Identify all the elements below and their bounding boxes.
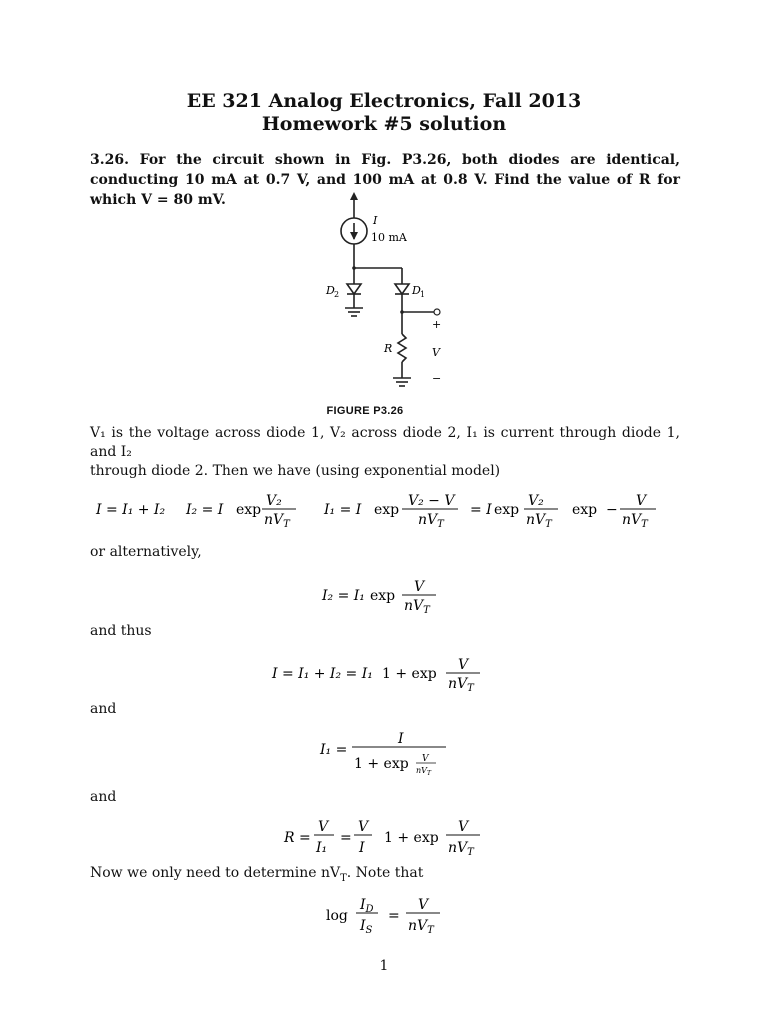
svg-text:1 + exp: 1 + exp bbox=[384, 830, 439, 846]
svg-text:nVT: $nV_T$ bbox=[448, 840, 474, 858]
svg-text:log: log bbox=[326, 908, 348, 924]
document-title bbox=[0, 90, 768, 136]
svg-text:exp: exp bbox=[370, 588, 396, 604]
svg-text:−: − bbox=[606, 502, 618, 518]
label-minus: − bbox=[432, 372, 442, 385]
svg-text:I: I bbox=[398, 731, 404, 747]
text-and-1: and bbox=[90, 701, 117, 717]
exp-label: exp bbox=[236, 502, 262, 518]
label-plus: + bbox=[432, 318, 442, 331]
svg-text:IS: $I_S$ bbox=[360, 918, 373, 936]
svg-text:I₂ = I₁: I₂ = I₁ bbox=[322, 588, 365, 604]
paragraph-line-1: V₁ is the voltage across diode 1, V₂ across diode 2, I₁ is current through diode 1, and I₂ bbox=[90, 425, 680, 460]
page-number: 1 bbox=[379, 958, 389, 974]
title-line-2: Homework #5 solution bbox=[261, 113, 507, 135]
figure-caption: FIGURE P3.26 bbox=[326, 405, 404, 417]
label-current: I bbox=[373, 214, 378, 227]
svg-text:V₂ − V: V₂ − V bbox=[408, 493, 455, 509]
label-d2: D bbox=[326, 284, 335, 297]
circuit-figure bbox=[318, 190, 448, 422]
svg-text:exp: exp bbox=[374, 502, 400, 518]
svg-text:exp: exp bbox=[572, 502, 598, 518]
svg-text:V₂: V₂ bbox=[266, 493, 282, 509]
text-and-thus: and thus bbox=[90, 623, 152, 639]
svg-text:V: V bbox=[318, 819, 329, 835]
svg-text:V: V bbox=[422, 754, 429, 764]
text-alternatively: or alternatively, bbox=[90, 544, 202, 560]
svg-text:I₁: I₁ bbox=[316, 840, 328, 856]
equation-i2 bbox=[300, 574, 460, 618]
label-d1: D bbox=[412, 284, 421, 297]
svg-text:I = I₁ + I₂ = I₁: I = I₁ + I₂ = I₁ bbox=[272, 666, 373, 682]
output-arrow-icon bbox=[350, 192, 358, 200]
svg-text:I₁ =: I₁ = bbox=[320, 742, 348, 758]
equation-total-current bbox=[260, 652, 510, 696]
label-d1-sub: 1 bbox=[420, 290, 426, 299]
output-terminal-icon bbox=[434, 309, 440, 315]
label-voltage: V bbox=[432, 346, 440, 359]
svg-text:= I: = I bbox=[470, 502, 492, 518]
diode-d1-icon bbox=[395, 284, 409, 294]
problem-statement: 3.26. For the circuit shown in Fig. P3.26, both diodes are identical, conducting 10 mA at 0.7 V, and 100 mA at 0.8 V. Find the value of R for which V = 80 mV. bbox=[90, 152, 680, 208]
svg-text:=: = bbox=[340, 830, 352, 846]
label-current-value: 10 mA bbox=[371, 231, 407, 244]
eq1-i1-lhs: I₁ = I bbox=[324, 502, 362, 518]
svg-text:nVT: $nV_T$ bbox=[526, 512, 552, 530]
svg-text:=: = bbox=[388, 908, 400, 924]
svg-text:1 + exp: 1 + exp bbox=[382, 666, 437, 682]
text-and-2: and bbox=[90, 789, 117, 805]
svg-text:nVT: $nV_T$ bbox=[416, 766, 431, 777]
label-resistor: R bbox=[384, 342, 393, 355]
svg-text:nVT: $nV_T$ bbox=[404, 598, 430, 616]
svg-text:exp: exp bbox=[494, 502, 520, 518]
svg-text:V: V bbox=[414, 579, 425, 595]
label-d2-sub: 2 bbox=[334, 290, 340, 299]
svg-text:V₂: V₂ bbox=[528, 493, 544, 509]
svg-text:V: V bbox=[358, 819, 369, 835]
svg-text:nVT: $nV_T$ bbox=[408, 918, 434, 936]
svg-text:V: V bbox=[418, 897, 429, 913]
svg-text:V: V bbox=[458, 657, 469, 673]
equation-i1 bbox=[310, 726, 460, 782]
eq1-i2-lhs: I₂ = I bbox=[186, 502, 224, 518]
eq1-sum: I = I₁ + I₂ bbox=[96, 502, 166, 518]
svg-text:R =: R = bbox=[284, 830, 311, 846]
equation-r bbox=[280, 814, 500, 862]
current-direction-icon bbox=[350, 232, 358, 240]
svg-text:nVT: $nV_T$ bbox=[418, 512, 444, 530]
equation-row-1 bbox=[90, 488, 680, 532]
svg-text:V: V bbox=[458, 819, 469, 835]
diode-d2-icon bbox=[347, 284, 361, 294]
equation-log bbox=[320, 892, 450, 940]
paragraph-definitions bbox=[90, 424, 680, 481]
svg-text:nVT: $nV_T$ bbox=[264, 512, 290, 530]
svg-text:nVT: $nV_T$ bbox=[622, 512, 648, 530]
paragraph-line-2: through diode 2. Then we have (using exponential model) bbox=[90, 463, 501, 479]
svg-text:V: V bbox=[636, 493, 647, 509]
title-line-1: EE 321 Analog Electronics, Fall 2013 bbox=[186, 90, 582, 112]
text-now-determine: Now we only need to determine $nV_T$. Note that bbox=[90, 865, 424, 884]
svg-text:I: I bbox=[359, 840, 365, 856]
svg-text:nVT: $nV_T$ bbox=[448, 676, 474, 694]
svg-text:1 + exp: 1 + exp bbox=[354, 756, 409, 772]
svg-text:ID: $I_D$ bbox=[360, 897, 374, 915]
